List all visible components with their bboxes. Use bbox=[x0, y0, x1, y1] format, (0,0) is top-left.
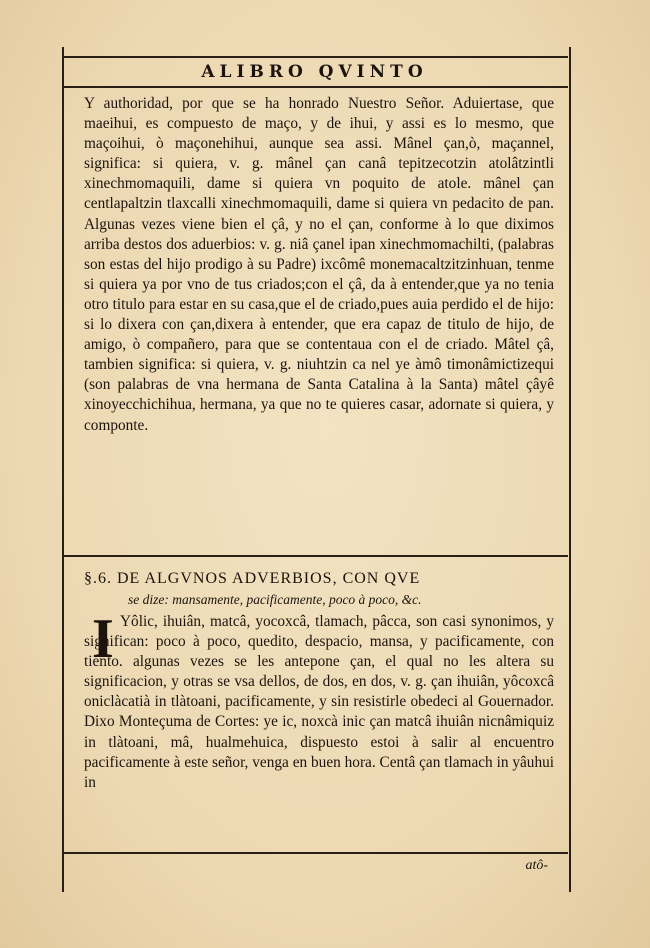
catchword: atô- bbox=[525, 858, 548, 873]
header-rule bbox=[62, 86, 568, 88]
top-rule bbox=[62, 56, 568, 58]
drop-cap: I bbox=[92, 608, 114, 670]
section-heading: §.6. DE ALGVNOS ADVERBIOS, CON QVE bbox=[84, 570, 421, 587]
paragraph: Y authoridad, por que se ha honrado Nuestro Señor. Aduiertase, que maeihui, es compuesto de maço, y de ihui, y assi es lo mesmo, que maçoihui, ò maçonehihui, aunque sea assi. Mânel çan,ò, maçannel, significa: si quiera, v. g. mânel çan canâ tepitzecotzin atolâtzintli xinechmomaquili, dame si quiera vn poquito de atole. mânel çan centlapaltzin tlaxcalli xinechmomaquili, dame si quiera vn pedacito de pan. Algunas vezes viene bien el çâ, y no el çan, conforme à lo que diximos arriba destos dos aduerbios: v. g. niâ çanel ipan xinechmomachilti, (palabras son estas del hijo prodigo à su Padre) ixcômê monemacaltzitzinhuan, tenme si quiera ya por vno de tus criados;con el çâ, da à entender,que ya no tenia otro titulo para estar en su casa,que el de criado,pues auia perdido el de hijo: si lo dixera con çan,dixera à entender, que era capaz de titulo de hijo, de amigo, ò compañero, para que se contentaua con el de criado. Mâtel çâ, tambien significa: si quiera, v. g. niuhtzin ca nel ye àmô timonâmictizequi (son palabras de vna hermana de Santa Catalina à la Santa) mâtel çâyê xinoyecchichihua, hermana, ya que no te quieres casar, adornate si quiera, y componte. bbox=[84, 95, 554, 434]
paragraph: Yôlic, ihuiân, matcâ, yocoxcâ, tlamach, pâcca, son casi synonimos, y significan: poco à poco, quedito, despacio, mansa, y pacificamente, con tiento. algunas vezes se les antepone çan, el qual no les altera su significacion, y otras se vsa dellos, de dos, en dos, v. g. çan ihuiân, yôcoxcâ oniclàcatià in tlàtoani, pacificamente, y sin resistirle obedeci al Gouernador. Dixo Monteçuma de Cortes: ye ic, noxcà inic çan matcâ ihuiân nicnâmiquiz in tlàtoani, mâ, hualmehuica, dispuesto estoi à salir al encuentro pacificamente à este señor, venga en buen hora. Centâ çan tlamach in yâuhui in bbox=[84, 613, 554, 791]
section-subheading: se dize: mansamente, pacificamente, poco à poco, &c. bbox=[128, 592, 422, 607]
section-rule bbox=[62, 555, 568, 557]
bottom-rule bbox=[62, 852, 568, 854]
text-block-1 bbox=[84, 94, 554, 436]
text-block-2 bbox=[84, 608, 554, 793]
running-head: ALIBRO QVINTO bbox=[201, 62, 428, 82]
